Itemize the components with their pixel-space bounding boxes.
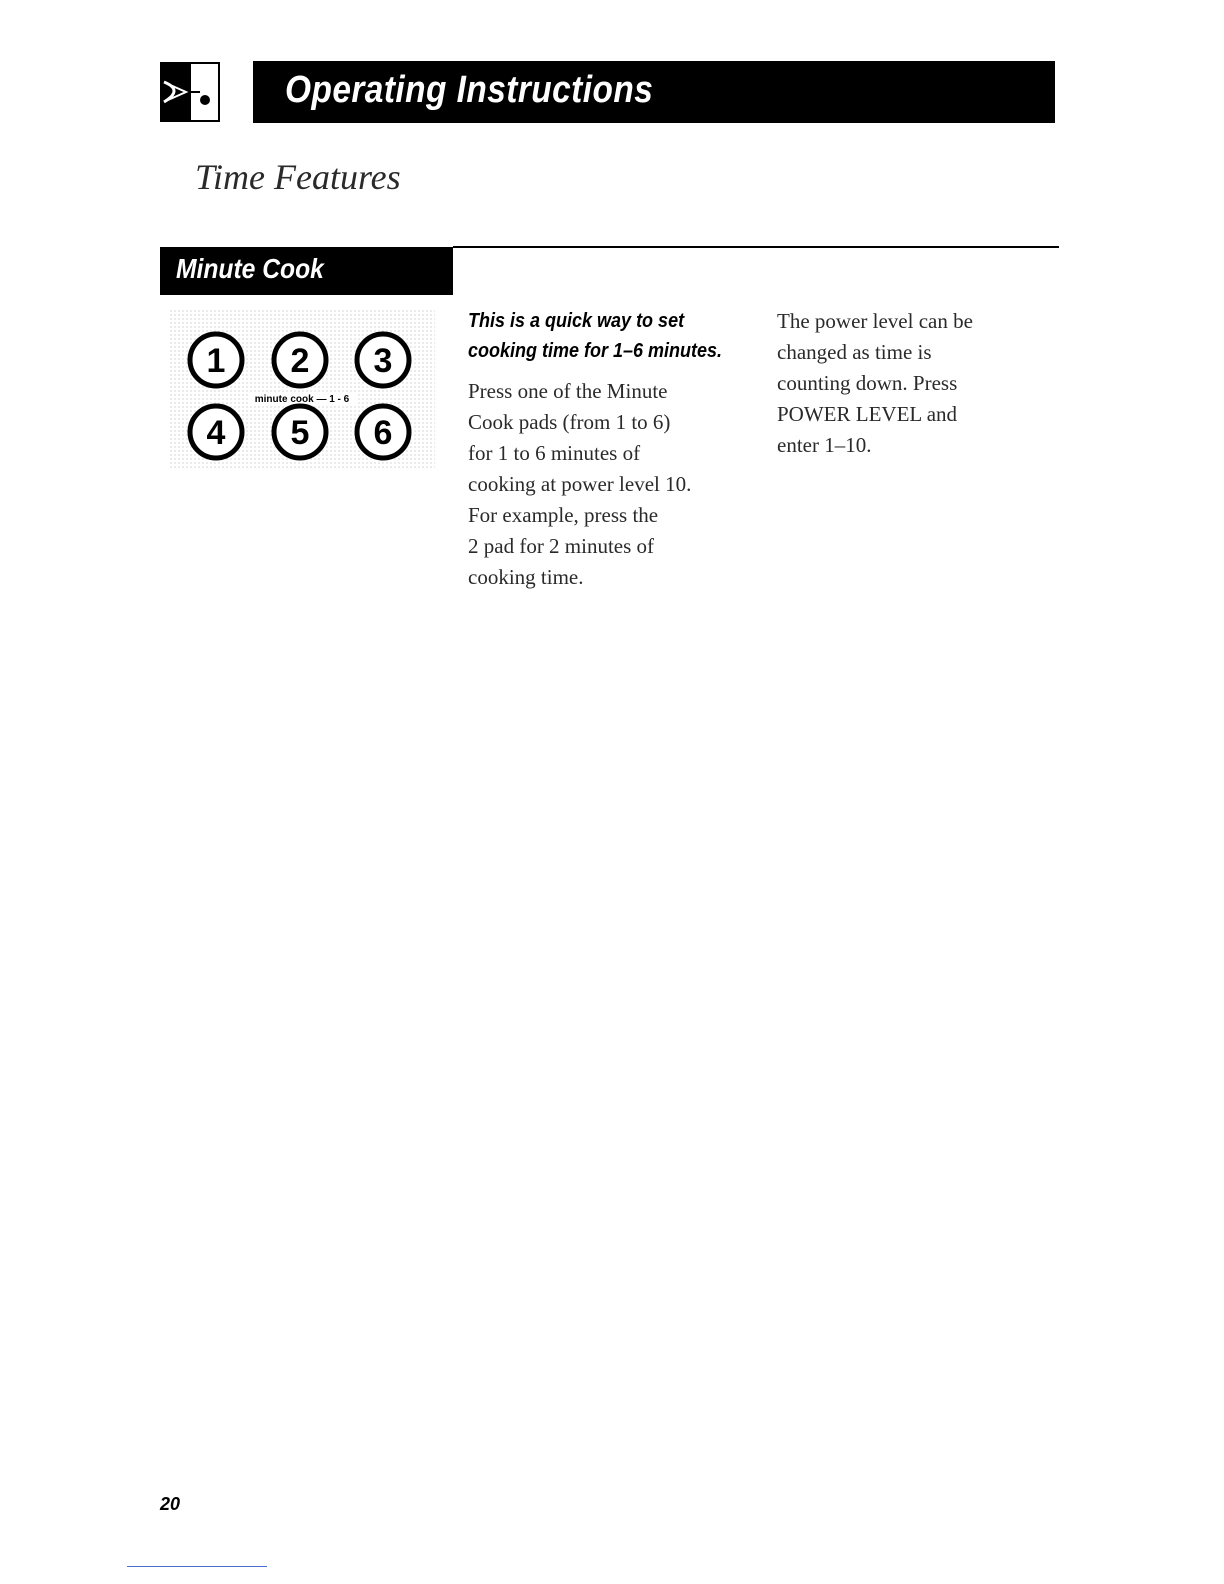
text-line: counting down. Press — [777, 371, 958, 395]
lead-line-1: This is a quick way to set — [468, 310, 685, 332]
pad-6-label: 6 — [373, 414, 393, 452]
pad-5-label: 5 — [290, 414, 310, 452]
footer-rule — [127, 1566, 267, 1567]
text-line: enter 1–10. — [777, 433, 872, 457]
pad-2-label: 2 — [290, 342, 310, 380]
subsection-rule — [453, 246, 1059, 248]
text-line: changed as time is — [777, 340, 932, 364]
power-level-body — [777, 306, 1037, 461]
subsection-title: Minute Cook — [176, 253, 324, 284]
text-line: The power level can be — [777, 309, 973, 333]
pad-6-button — [357, 406, 409, 458]
subsection-bar — [160, 247, 453, 295]
text-line: 2 pad for 2 minutes of — [468, 534, 655, 558]
text-line: for 1 to 6 minutes of — [468, 441, 641, 465]
text-line: For example, press the — [468, 503, 659, 527]
pad-4-label: 4 — [206, 414, 226, 452]
section-title: Time Features — [195, 157, 401, 197]
power-level-note — [777, 306, 1037, 461]
minute-cook-description — [468, 306, 753, 593]
text-line: Cook pads (from 1 to 6) — [468, 410, 671, 434]
pad-3-label: 3 — [373, 342, 393, 380]
minute-cook-keypad — [170, 310, 435, 470]
lead-line-2: cooking time for 1–6 minutes. — [468, 340, 723, 362]
page-number: 20 — [160, 1494, 181, 1514]
page-header-title: Operating Instructions — [285, 69, 654, 111]
header-bar — [253, 61, 1055, 123]
pad-3-button — [357, 334, 409, 386]
pad-1-label: 1 — [206, 342, 226, 380]
pad-5-button — [274, 406, 326, 458]
description-body — [468, 376, 753, 593]
pad-2-button — [274, 334, 326, 386]
pad-4-button — [190, 406, 242, 458]
keypad-label: minute cook — 1 - 6 — [254, 394, 350, 405]
microwave-door-icon — [160, 62, 220, 122]
text-line: cooking at power level 10. — [468, 472, 692, 496]
text-line: POWER LEVEL and — [777, 402, 958, 426]
text-line: cooking time. — [468, 565, 584, 589]
text-line: Press one of the Minute — [468, 379, 668, 403]
pad-1-button — [190, 334, 242, 386]
